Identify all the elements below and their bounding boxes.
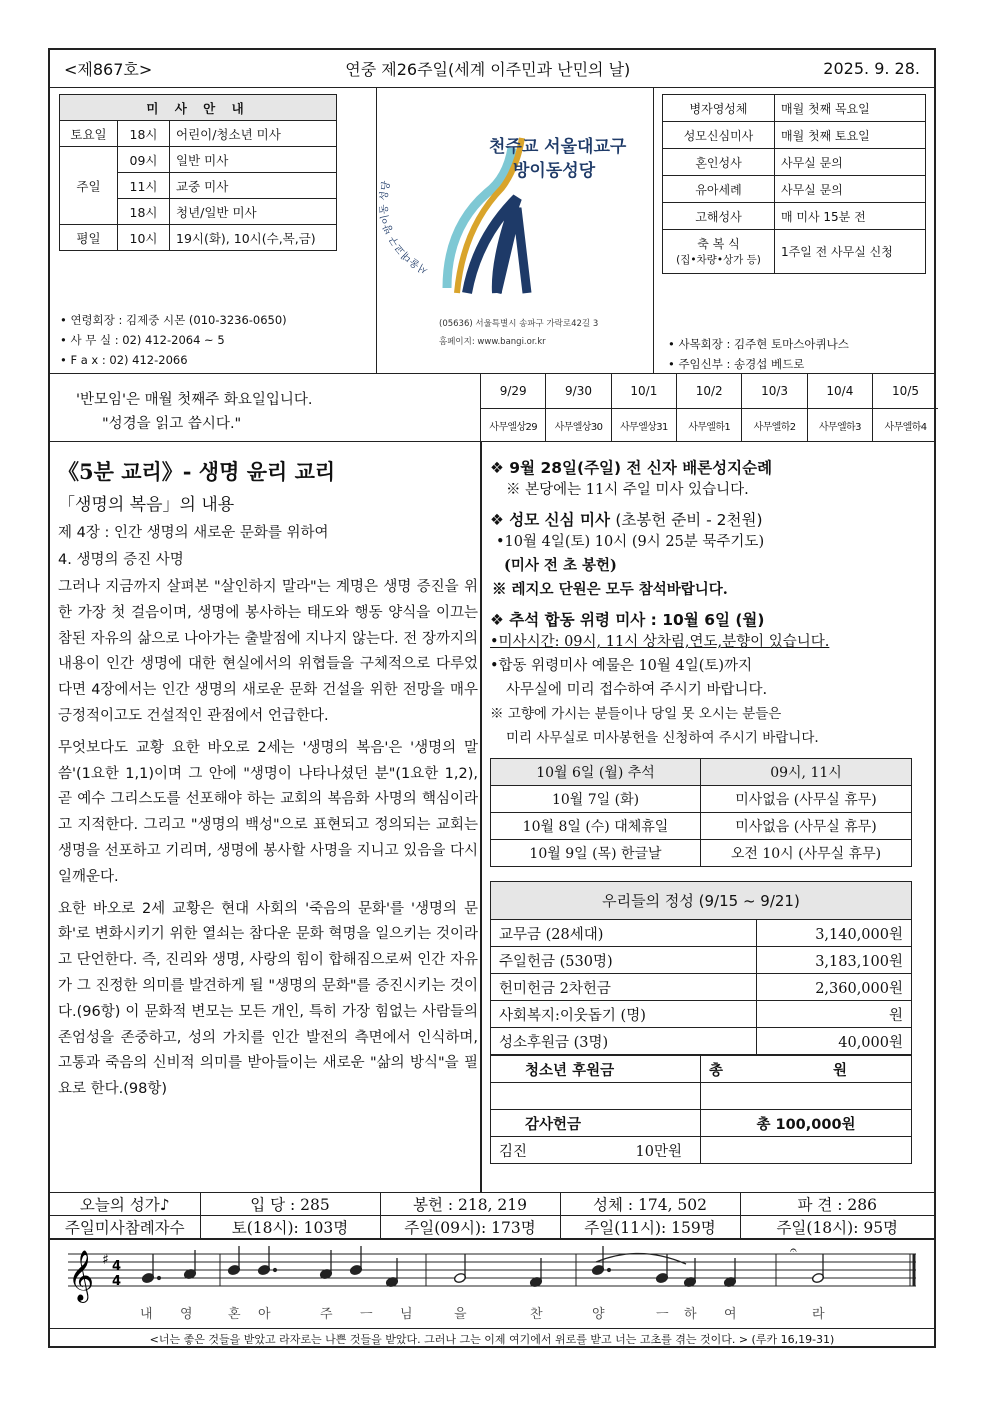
entrance-hymn: 입 당 : 285 <box>200 1193 380 1216</box>
issue-date: 2025. 9. 28. <box>823 59 920 78</box>
note-dot <box>607 1268 610 1271</box>
table-row: 10월 6일 (월) 추석 09시, 11시 <box>491 759 912 786</box>
logo-name-line2: 방이동성당 <box>513 161 596 181</box>
attendance-sun18: 주일(18시): 95명 <box>740 1216 934 1239</box>
logo-arc-text: 서울대교구 방이동 성당 <box>378 180 431 276</box>
issue-number: <제867호> <box>64 60 153 79</box>
parish-homepage: 홈페이지: www.bangi.or.kr <box>439 337 546 347</box>
table-row: 고해성사 매 미사 15분 전 <box>663 203 926 230</box>
bible-reading-calendar: 9/29 9/30 10/1 10/2 10/3 10/4 10/5 사무엘상29 사무엘상30 사무엘상31 사무엘하1 사무엘하2 사무엘하3 사무엘하4 <box>480 374 938 442</box>
funeral-chair: • 연령회장 : 김제중 시몬 (010-3236-0650) <box>60 313 287 327</box>
doctrine-subtitle: 「생명의 복음」의 내용 <box>58 495 235 515</box>
announcements-column: ❖ 9월 28일(주일) 전 신자 배론성지순례 ※ 본당에는 11시 주일 미사 있습니다. ❖ 성모 신심 미사 (초봉헌 준비 - 2천원) •10월 4일(토) 10시 (9시 25분 묵주기도) (미사 전 초 봉헌) ※ 레지오 단원은 모두 참석바랍니다. ❖ 추석 합동 위령 미사 : 10월 6일 (월) •미사시간: 09시, 11시 상차림,연도,분향이 있습니다. •합동 위령미사 예물은 10월 4일(토)까지 사무실에 미리 접수하여 주시기 바랍니다. ※ 고향에 가시는 분들이나 당일 못 오시는 분들은 미리 사무실로 미사봉헌을 신청하여 주시기 바랍니다. 10월 6일 (월) 추석 09시, 11시 10월 7일 (화) 미사없음 (사무실 휴무) 10월 8일 (수) 대체휴일 미사없음 (사무실 휴무) 10월 9일 (목) 한글날 오전 10시 (사무실 휴무) 우리들의 정성 (9/15 ~ 9/21) 교무금 (28세대) 3,140,000원 주일헌금 (530명) 3,183,100원 헌미헌금 2차헌금 2,360,000원 사회복지:이웃돕기 (명) 원 성소후원금 (3명) 40,000원 청소년 후원금 총 원 감사헌금 총 100,000원 김진 10만원 <box>490 456 930 1164</box>
memorial-mass-title: ❖ 추석 합동 위령 미사 : 10월 6일 (월) <box>490 611 765 629</box>
footer-verse: <너는 좋은 것들을 받았고 라자로는 나쁜 것들을 받았다. 그러나 그는 이제 여기에서 위로를 받고 너는 고초를 겪는 것이다. > (루카 16,19-31) <box>50 1328 934 1350</box>
pilgrimage-title: ❖ 9월 28일(주일) 전 신자 배론성지순례 <box>490 459 773 477</box>
note-dot <box>157 1276 160 1279</box>
mass-schedule-title: 미 사 안 내 <box>60 95 337 121</box>
today-hymn-label: 오늘의 성가♪ <box>50 1193 200 1216</box>
hymn-notation <box>50 1240 934 1326</box>
attendance-sun9: 주일(09시): 173명 <box>380 1216 560 1239</box>
table-row: 주일헌금 (530명) 3,183,100원 <box>491 947 912 974</box>
lyric-syllable: ㅡ <box>656 1307 669 1322</box>
table-row: 축 복 식 (집•차량•상가 등) 1주일 전 사무실 신청 <box>663 230 926 274</box>
lyric-syllable: 양 <box>592 1307 605 1322</box>
lyric-syllable: 하 <box>684 1307 697 1322</box>
note-dot <box>273 1268 276 1271</box>
offertory-hymn: 봉헌 : 218, 219 <box>380 1193 560 1216</box>
table-row: 유아세례 사무실 문의 <box>663 176 926 203</box>
pastoral-chair: • 사목회장 : 김주현 토마스아퀴나스 <box>668 337 849 351</box>
offerings-title: 우리들의 정성 (9/15 ~ 9/21) <box>491 882 912 920</box>
pastor: • 주임신부 : 송경섭 베드로 <box>668 357 805 371</box>
time-signature-top: 4 <box>112 1259 122 1274</box>
treble-clef-icon: 𝄞 <box>68 1250 95 1301</box>
table-row: 10월 9일 (목) 한글날 오전 10시 (사무실 휴무) <box>491 840 912 867</box>
table-row: 주일 09시 일반 미사 <box>60 147 337 173</box>
mass-schedule-table <box>59 94 337 251</box>
hymn-row <box>50 1193 934 1216</box>
holiday-mass-table <box>490 758 912 867</box>
table-row: 교무금 (28세대) 3,140,000원 <box>491 920 912 947</box>
attendance-sun11: 주일(11시): 159명 <box>560 1216 740 1239</box>
table-row: 18시 청년/일반 미사 <box>60 199 337 225</box>
lyric-syllable: 아 <box>258 1307 271 1322</box>
table-row: 성모신심미사 매월 첫째 토요일 <box>663 122 926 149</box>
table-row: 토요일 18시 어린이/청소년 미사 <box>60 121 337 147</box>
attendance-sat: 토(18시): 103명 <box>200 1216 380 1239</box>
parish-address: (05636) 서울특별시 송파구 가락로42길 3 <box>439 319 599 329</box>
lyric-syllable: 라 <box>812 1307 825 1322</box>
table-row: 김진 10만원 <box>491 1137 912 1164</box>
attendance-row <box>50 1216 934 1239</box>
doctrine-section: 4. 생명의 증진 사명 <box>58 552 184 568</box>
table-row: 10월 8일 (수) 대체휴일 미사없음 (사무실 휴무) <box>491 813 912 840</box>
attendance-label: 주일미사참례자수 <box>50 1216 200 1239</box>
table-row: 성소후원금 (3명) 40,000원 <box>491 1028 912 1055</box>
table-row: 병자영성체 매월 첫째 목요일 <box>663 95 926 122</box>
lyric-syllable: ㅡ <box>360 1307 373 1322</box>
column-divider <box>480 442 482 1192</box>
doctrine-paragraph: 무엇보다도 교황 요한 바오로 2세는 '생명의 복음'은 '생명의 말씀'(1요한 1,1)이며 그 안에 "생명이 나타나셨던 분"(1요한 1,2), 곧 예수 그리스도를 선포해야 하는 교회의 복음화 사명의 핵심이라고 지적한다. 그리고 "생명의 백성"으로 표현되고 정의되는 교회는 생명을 선포하고 기리며, 생명에 봉사할 사명을 지니고 있음을 다시 일깨운다. <box>58 739 478 885</box>
staff-info <box>668 334 849 374</box>
top-bar <box>50 50 934 88</box>
notice: '반모임'은 매월 첫째주 화요일입니다. "성경을 읽고 씁시다." <box>76 392 313 432</box>
notice-calendar-row <box>50 374 934 442</box>
svg-text:서울대교구 방이동 성당 <box>377 179 430 277</box>
offerings-table <box>490 881 912 1055</box>
doctrine-paragraph: 요한 바오로 2세 교황은 현대 사회의 '죽음의 문화'를 '생명의 문화'로 변화시키기 위한 열쇠는 참다운 문화 혁명을 일으키는 것이라고 단언한다. 즉, 진리와 생명, 사랑의 힘이 합해짐으로써 인간 자유가 그 진정한 의미를 발견하게 될 "생명의 문화"를 증진시키는 것이다.(96항) 이 문화적 변모는 모든 개인, 특히 가장 힘없는 사람들의 존엄성을 존중하고, 성의 가치를 인간 발전의 측면에서 인식하며, 고통과 죽음의 신비적 의미를 받아들이는 새로운 "삶의 방식"을 필요로 한다.(98항) <box>58 900 478 1098</box>
communion-hymn: 성체 : 174, 502 <box>560 1193 740 1216</box>
hymn-attendance-row <box>50 1192 934 1240</box>
main-content <box>50 442 934 1192</box>
lyric-syllable: 내 <box>140 1307 153 1322</box>
lyric-syllable: 여 <box>724 1307 737 1322</box>
lyric-syllable: 찬 <box>530 1307 543 1322</box>
table-row: 10월 7일 (화) 미사없음 (사무실 휴무) <box>491 786 912 813</box>
parish-logo-panel <box>376 88 654 374</box>
office-phone: • 사 무 실 : 02) 412-2064 ~ 5 <box>60 333 225 347</box>
doctrine-paragraph: 그러나 지금까지 살펴본 "살인하지 말라"는 계명은 생명 증진을 위한 가장 첫 걸음이며, 생명에 봉사하는 태도와 행동 양식을 이끄는 참된 자유의 삶으로 나아가는 출발점에 지나지 않는다. 전 장까지의 내용이 인간 생명에 대한 현실에서의 위협들을 구체적으로 다루었다면 4장에서는 인간 생명의 새로운 문화 건설을 위한 전망을 매우 긍정적이고도 건설적인 관점에서 언급한다. <box>58 579 478 724</box>
recessional-hymn: 파 견 : 286 <box>740 1193 934 1216</box>
lyric-syllable: 을 <box>454 1307 467 1322</box>
youth-thanks-table <box>490 1055 912 1164</box>
contact-info <box>60 310 287 370</box>
doctrine-chapter: 제 4장 : 인간 생명의 새로운 문화를 위하여 <box>58 525 329 541</box>
lyric-syllable: 영 <box>180 1307 193 1322</box>
parish-logo <box>377 88 655 374</box>
doctrine-title: 《5분 교리》- 생명 윤리 교리 <box>58 459 336 484</box>
fermata-icon: 𝄐 <box>790 1243 797 1257</box>
table-row <box>491 1083 912 1110</box>
header-section <box>50 88 934 374</box>
lyric-syllable: 주 <box>320 1307 333 1322</box>
logo-name-line1: 천주교 서울대교구 <box>489 137 627 157</box>
table-row: 사회복지:이웃돕기 (명) 원 <box>491 1001 912 1028</box>
lyric-syllable: 님 <box>400 1307 413 1322</box>
table-row: 감사헌금 총 100,000원 <box>491 1110 912 1137</box>
sacrament-table <box>662 94 926 274</box>
time-signature-bottom: 4 <box>112 1274 122 1289</box>
liturgical-title: 연중 제26주일(세계 이주민과 난민의 날) <box>345 60 631 79</box>
table-row: 청소년 후원금 총 원 <box>491 1056 912 1083</box>
pilgrimage-note: ※ 본당에는 11시 주일 미사 있습니다. <box>506 482 749 498</box>
bulletin-frame <box>48 48 936 1348</box>
lyric-syllable: 혼 <box>228 1307 241 1322</box>
fax-number: • F a x : 02) 412-2066 <box>60 353 188 367</box>
table-row: 헌미헌금 2차헌금 2,360,000원 <box>491 974 912 1001</box>
table-row: 평일 10시 19시(화), 10시(수,목,금) <box>60 225 337 251</box>
table-row: 11시 교중 미사 <box>60 173 337 199</box>
sharp-icon: ♯ <box>102 1252 109 1268</box>
doctrine-column <box>58 456 478 1103</box>
music-staff <box>50 1240 934 1326</box>
table-row: 혼인성사 사무실 문의 <box>663 149 926 176</box>
marian-mass-title: ❖ 성모 신심 미사 (초봉헌 준비 - 2천원) <box>490 511 763 529</box>
